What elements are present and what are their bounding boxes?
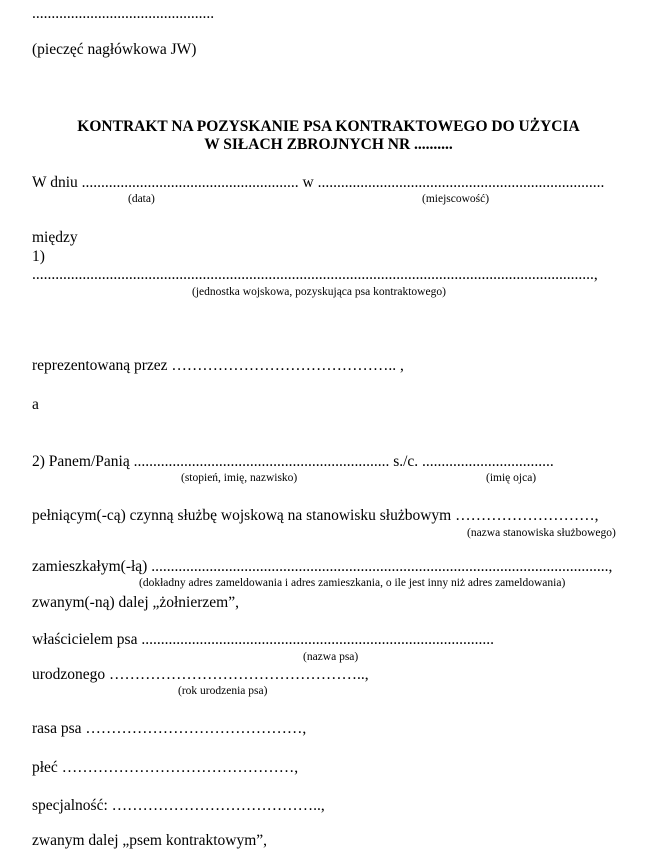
dog-owner-line: właścicielem psa ........................................................................................... xyxy=(32,631,494,648)
party1-number: 1) xyxy=(32,248,45,265)
called-dog-line: zwanym dalej „psem kontraktowym”, xyxy=(32,832,268,849)
party1-dotted-line: ................................................................................................................................................., xyxy=(32,266,598,283)
party1-hint: (jednostka wojskowa, pozyskująca psa kontraktowego) xyxy=(192,286,446,298)
party2-name-line: 2) Panem/Panią .................................................................. s./c. .................................. xyxy=(32,453,554,470)
party2-father-hint: (imię ojca) xyxy=(486,472,537,484)
dog-born-line: urodzonego ………………………………………….., xyxy=(32,666,369,683)
conjunction-a: a xyxy=(32,396,39,413)
place-hint: (miejscowość) xyxy=(422,193,490,205)
date-place-line: W dniu ........................................................ w .......................................................................... xyxy=(32,174,605,191)
dog-name-hint: (nazwa psa) xyxy=(303,651,359,663)
residence-line: zamieszkałym(-łą) ......................................................................................................................, xyxy=(32,558,613,575)
dog-breed-line: rasa psa ……………………………………, xyxy=(32,720,307,737)
stamp-label: (pieczęć nagłówkowa JW) xyxy=(32,41,197,58)
dog-sex-line: płeć ………………………………………, xyxy=(32,759,299,776)
service-position-hint: (nazwa stanowiska służbowego) xyxy=(467,527,616,539)
service-position-line: pełniącym(-cą) czynną służbę wojskową na stanowisku służbowym ………………………, xyxy=(32,507,599,524)
contract-title-line2: W SIŁACH ZBROJNYCH NR .......... xyxy=(204,136,453,153)
between-label: między xyxy=(32,229,78,246)
dog-specialty-line: specjalność: ………………………………….., xyxy=(32,797,325,814)
called-soldier-line: zwanym(-ną) dalej „żołnierzem”, xyxy=(32,594,239,611)
date-hint: (data) xyxy=(128,193,155,205)
contract-title-line1: KONTRAKT NA POZYSKANIE PSA KONTRAKTOWEGO DO UŻYCIA xyxy=(77,118,580,135)
residence-hint: (dokładny adres zameldowania i adres zamieszkania, o ile jest inny niż adres zameldowania) xyxy=(139,577,566,589)
represented-by-line: reprezentowaną przez …………………………………….. , xyxy=(32,357,404,374)
dog-born-hint: (rok urodzenia psa) xyxy=(178,685,268,697)
stamp-dotted-line: ............................................... xyxy=(32,5,215,22)
party2-name-hint: (stopień, imię, nazwisko) xyxy=(181,472,298,484)
